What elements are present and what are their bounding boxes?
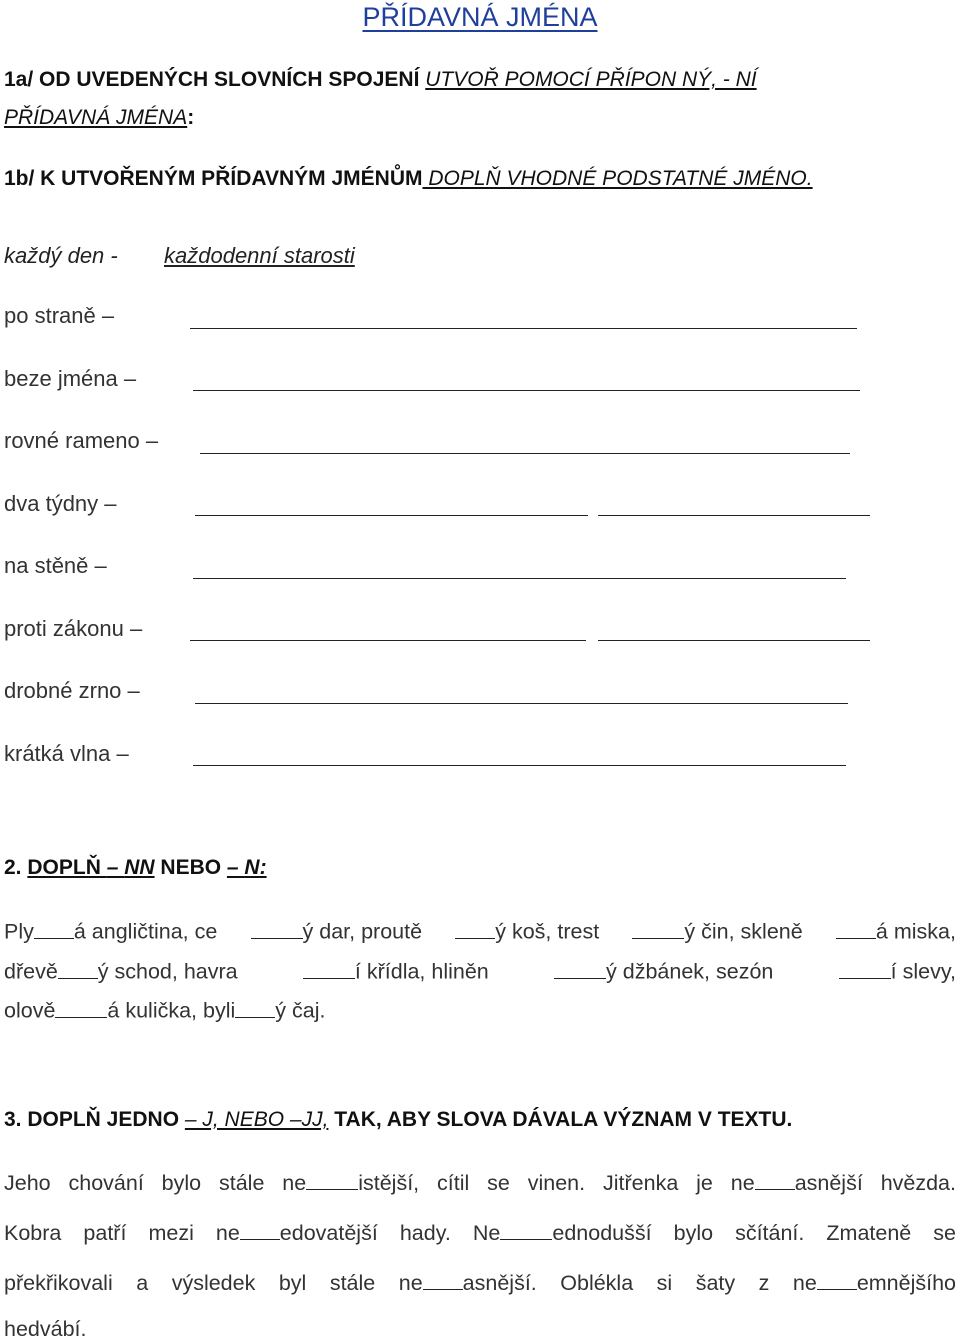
answer-line[interactable] (598, 515, 870, 516)
page-title: PŘÍDAVNÁ JMÉNA (362, 2, 598, 32)
fill-blank[interactable] (423, 1267, 463, 1290)
text-segment: ý čin, skleně (632, 916, 802, 945)
fill-blank[interactable] (58, 956, 98, 979)
task-3-line-1 (4, 1167, 956, 1196)
item-drobne-zrno: drobné zrno – (4, 678, 140, 703)
task-2-line-3: olově á kulička, byli ý čaj. (4, 995, 956, 1024)
task-2-nn: NN (124, 856, 155, 879)
task-1a-instruction: 1a/ OD UVEDENÝCH SLOVNÍCH SPOJENÍ (4, 68, 426, 91)
answer-line[interactable] (598, 640, 870, 641)
item-kratka-vlna: krátká vlna – (4, 741, 129, 766)
task-2-line-1 (4, 916, 956, 945)
task-3-j-jj: – J, NEBO –JJ, (184, 1108, 329, 1131)
fill-blank[interactable] (306, 1167, 358, 1190)
answer-line[interactable] (193, 765, 846, 766)
task-1a-colon: : (187, 106, 195, 129)
fill-blank[interactable] (836, 916, 876, 939)
answer-line[interactable] (195, 515, 588, 516)
text-segment: dřevě ý schod, havra (4, 956, 238, 985)
answer-line[interactable] (190, 328, 857, 329)
task-3-number: 3. DOPLŇ JEDNO (4, 1108, 185, 1131)
text-segment: Jeho chování bylo stále ne istější, cítil se vinen. Jitřenka je ne asnější hvězda. (4, 1171, 956, 1195)
text-segment: Ply á angličtina, ce (4, 916, 217, 945)
task-3-line-4: hedvábí. (4, 1317, 87, 1341)
example-phrase: každý den - (4, 243, 118, 268)
text-segment: í slevy, (839, 956, 956, 985)
task-2-nn-group: – NN (106, 856, 155, 879)
item-beze-jmena: beze jména – (4, 366, 137, 391)
fill-blank[interactable] (240, 1217, 280, 1240)
answer-line[interactable] (190, 640, 586, 641)
task-2-line-2 (4, 956, 956, 985)
answer-line[interactable] (200, 453, 850, 454)
answer-line[interactable] (193, 390, 860, 391)
task-2-number: 2. (4, 856, 28, 879)
text-segment: á miska, (836, 916, 956, 945)
fill-blank[interactable] (34, 916, 74, 939)
item-proti-zakonu: proti zákonu – (4, 616, 143, 641)
answer-line[interactable] (193, 578, 846, 579)
fill-blank[interactable] (839, 956, 891, 979)
task-1a-heading (4, 68, 757, 92)
fill-blank[interactable] (755, 1167, 795, 1190)
answer-line[interactable] (195, 703, 848, 704)
task-3-line-3 (4, 1267, 956, 1296)
text-segment: í křídla, hliněn (303, 956, 489, 985)
fill-blank[interactable] (455, 916, 495, 939)
task-2-verb: DOPLŇ (27, 856, 107, 879)
task-3-line-2 (4, 1217, 956, 1246)
fill-blank[interactable] (251, 916, 303, 939)
task-2-n: N: (244, 856, 267, 879)
example-answer: každodenní starosti (164, 243, 355, 268)
text-segment: ý džbánek, sezón (554, 956, 773, 985)
text-segment: překřikovali a výsledek byl stále ne asnější. Oblékla si šaty z ne emnějšího (4, 1271, 956, 1295)
task-1a-emphasis: UTVOŘ POMOCÍ PŘÍPON NÝ, - NÍ (425, 68, 757, 91)
task-1b-instruction: 1b/ K UTVOŘENÝM PŘÍDAVNÝM JMÉNŮM (4, 167, 423, 190)
text-segment: ý dar, proutě (251, 916, 423, 945)
fill-blank[interactable] (303, 956, 355, 979)
text-segment: ý koš, trest (455, 916, 599, 945)
item-na-stene: na stěně – (4, 553, 107, 578)
task-1a-emphasis-2: PŘÍDAVNÁ JMÉNA (4, 106, 188, 129)
item-po-strane: po straně – (4, 303, 115, 328)
task-1b-heading (4, 167, 813, 191)
fill-blank[interactable] (500, 1217, 552, 1240)
task-2-heading (4, 856, 267, 880)
item-dva-tydny: dva týdny – (4, 491, 117, 516)
task-1a-heading-line2 (4, 106, 194, 130)
fill-blank[interactable] (554, 956, 606, 979)
task-2-nebo: NEBO (154, 856, 227, 879)
task-3-instruction: TAK, ABY SLOVA DÁVALA VÝZNAM V TEXTU. (328, 1108, 793, 1131)
text-segment: Kobra patří mezi ne edovatější hady. Ne ednodušší bylo sčítání. Zmateně se (4, 1221, 956, 1245)
task-3-heading (4, 1108, 792, 1132)
fill-blank[interactable] (55, 995, 107, 1018)
fill-blank[interactable] (817, 1267, 857, 1290)
task-2-n-group: – N: (226, 856, 267, 879)
item-rovne-rameno: rovné rameno – (4, 428, 159, 453)
fill-blank[interactable] (235, 995, 275, 1018)
task-1b-emphasis: DOPLŇ VHODNÉ PODSTATNÉ JMÉNO. (422, 167, 813, 190)
fill-blank[interactable] (632, 916, 684, 939)
